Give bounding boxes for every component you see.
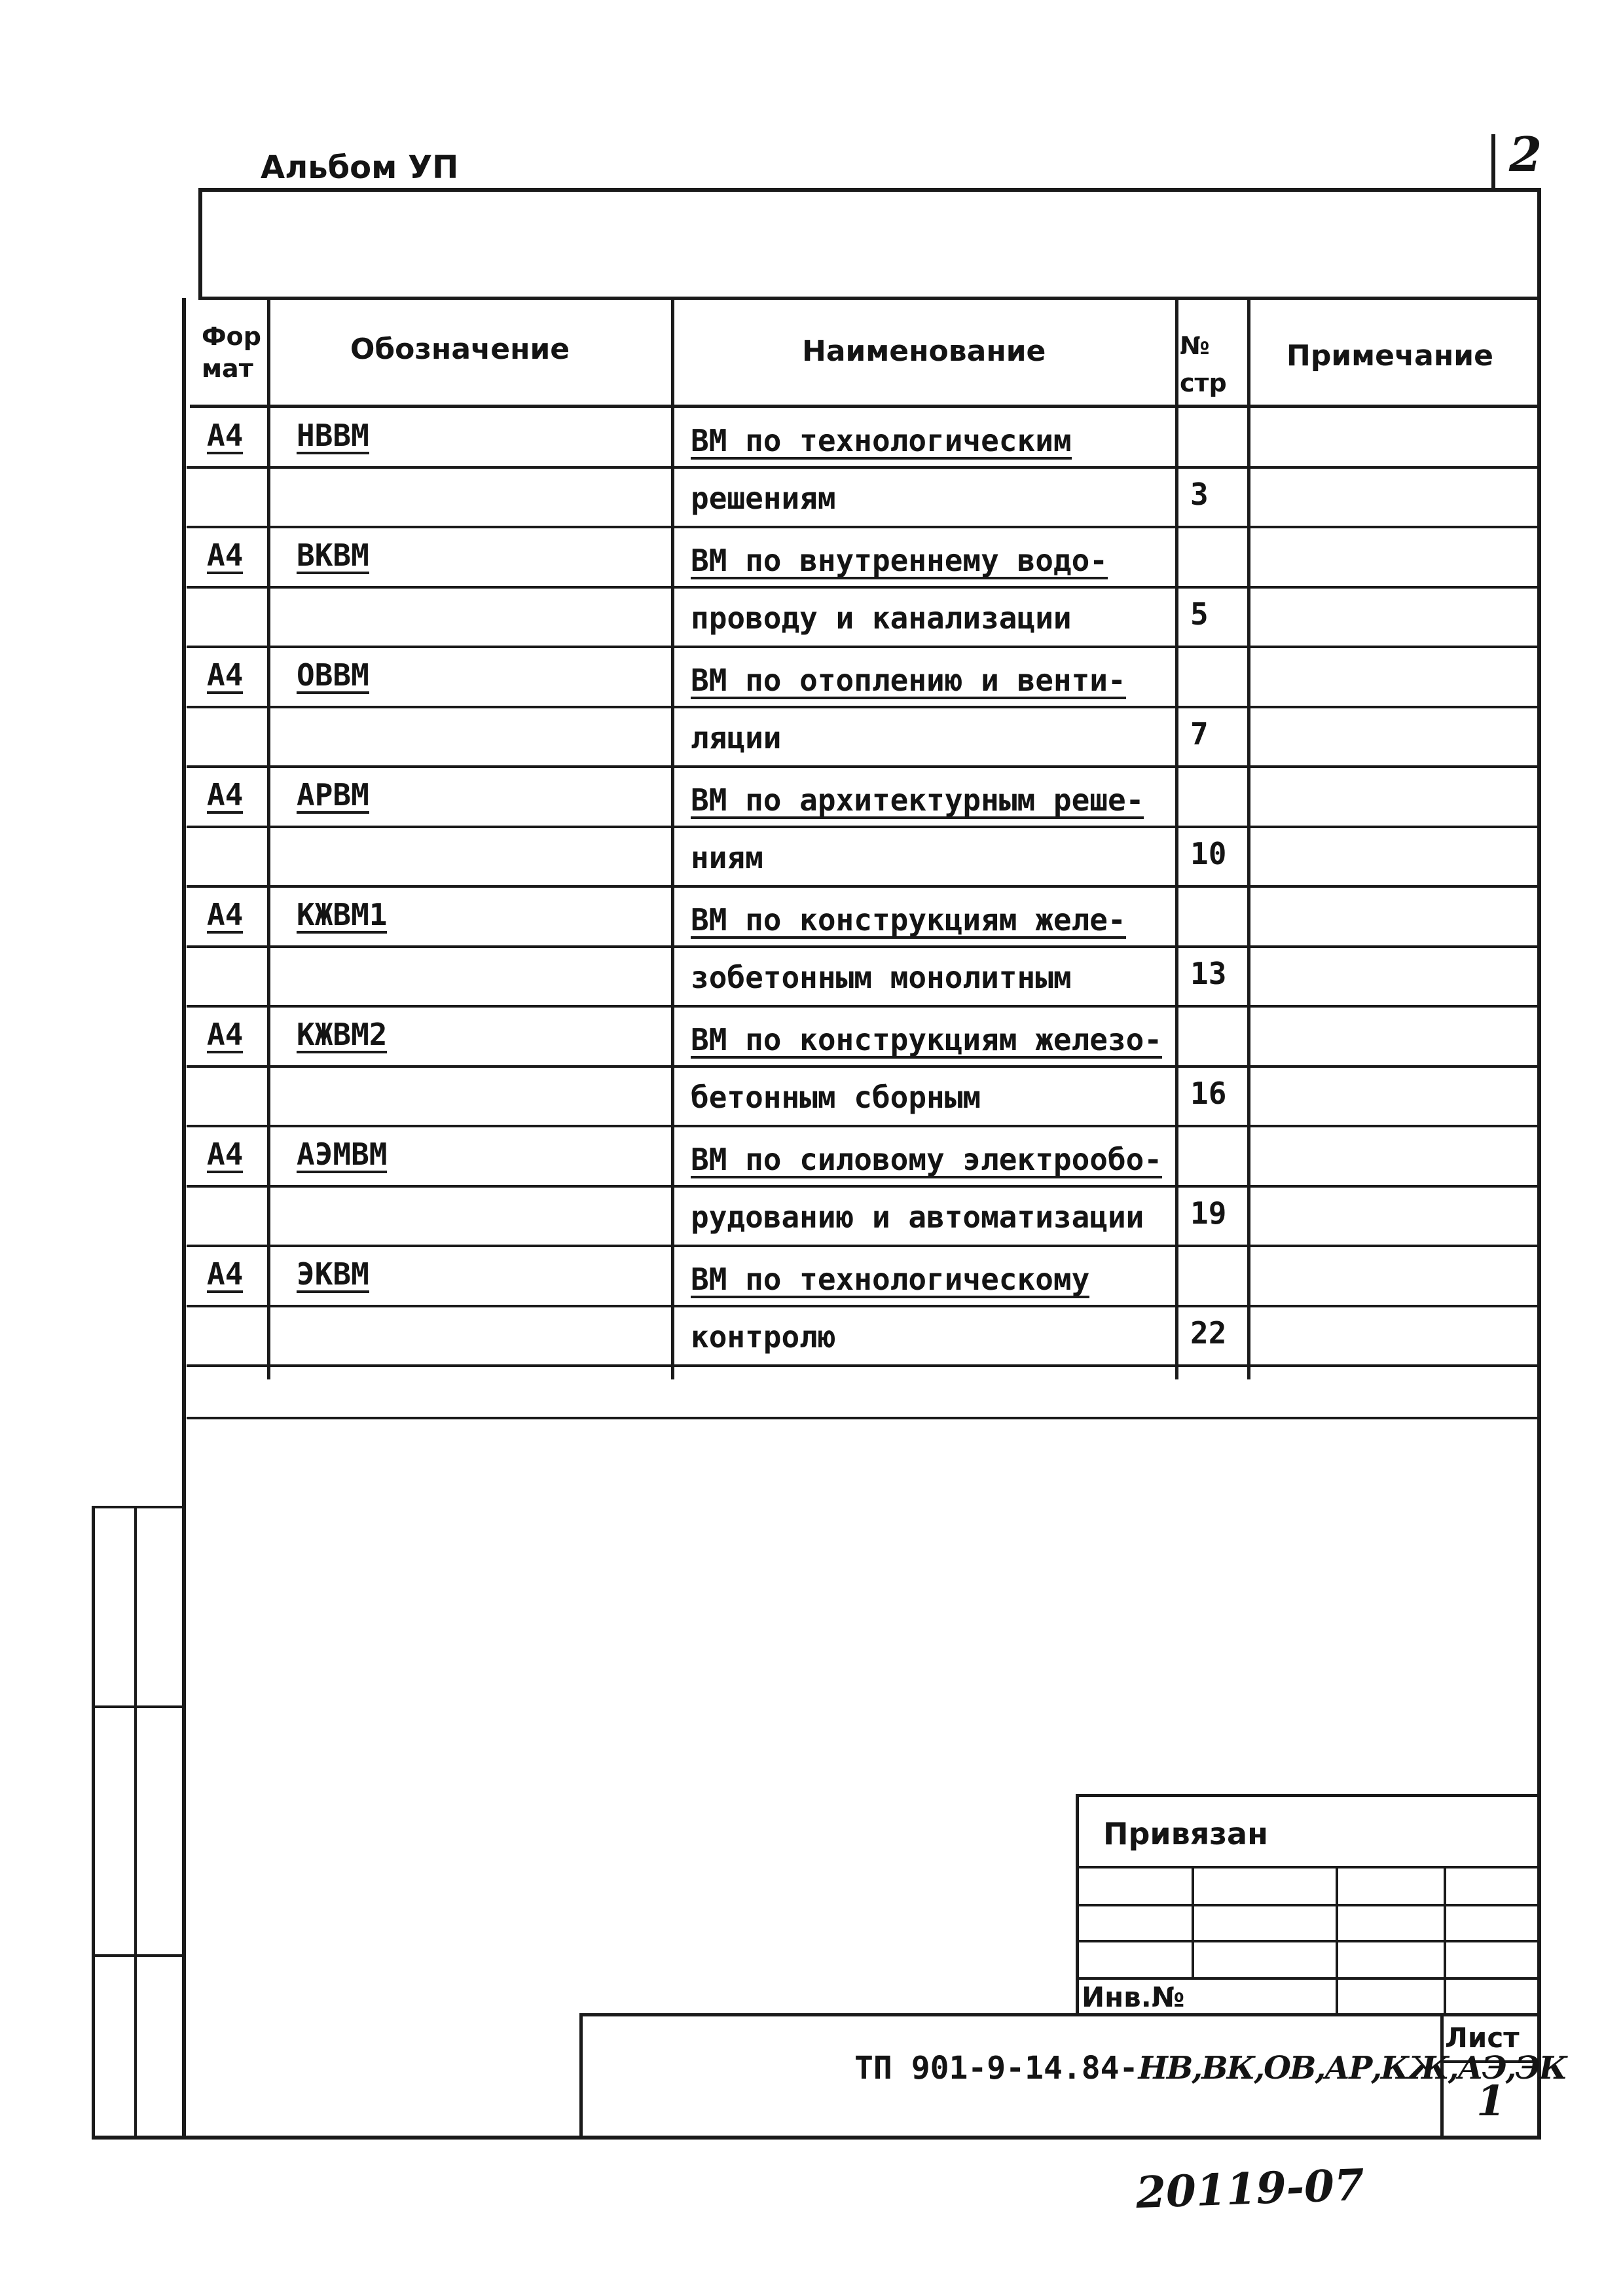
stamp-top — [1076, 1794, 1541, 1797]
table-header-top — [198, 297, 1541, 300]
row-designation: ОВВМ — [297, 657, 369, 693]
stamp-line-1 — [1076, 1866, 1541, 1868]
col-header-note: Примечание — [1286, 339, 1493, 373]
row-name-line1: ВМ по технологическим — [691, 423, 1072, 458]
row-subline — [187, 1185, 1541, 1188]
frame-left-upper — [198, 188, 202, 299]
row-page: 16 — [1190, 1076, 1227, 1111]
frame-top — [198, 188, 1541, 192]
row-name-line2: ляции — [691, 720, 782, 756]
code-block-left — [579, 2013, 583, 2138]
row-name-line2: ниям — [691, 840, 763, 875]
col-header-page: № стр — [1180, 331, 1227, 397]
row-designation: АЭМВМ — [297, 1137, 388, 1172]
col-line-name — [1175, 298, 1178, 1379]
sheet-label: Лист — [1445, 2022, 1520, 2054]
side-strip-outer — [92, 1506, 95, 2136]
row-page: 22 — [1190, 1315, 1227, 1351]
col-header-designation: Обозначение — [350, 333, 570, 366]
bound-label: Привязан — [1103, 1816, 1268, 1851]
row-designation: КЖВМ1 — [297, 897, 388, 932]
table-header-bottom — [190, 405, 1541, 408]
row-page: 19 — [1190, 1195, 1227, 1231]
stamp-col-3 — [1444, 1866, 1446, 2016]
row-name-line2: проводу и канализации — [691, 600, 1072, 636]
row-name-line1: ВМ по отоплению и венти- — [691, 663, 1126, 698]
row-page: 5 — [1190, 596, 1209, 632]
row-line-empty — [187, 1417, 1541, 1419]
row-name-line2: бетонным сборным — [691, 1080, 981, 1115]
row-name-line2: решениям — [691, 481, 836, 516]
row-page: 7 — [1190, 716, 1209, 752]
row-line — [187, 1245, 1541, 1247]
side-strip-mid2 — [92, 1954, 185, 1957]
col-line-format — [267, 298, 270, 1379]
row-subline — [187, 466, 1541, 469]
album-label: Альбом УП — [261, 149, 459, 186]
row-name-line1: ВМ по конструкциям желе- — [691, 902, 1126, 938]
code-handwritten: НВ,ВК,ОВ,АР,КЖ,АЭ,ЭК — [1138, 2050, 1567, 2086]
row-subline — [187, 1065, 1541, 1068]
row-format: А4 — [207, 897, 244, 932]
stamp-line-2 — [1076, 1904, 1541, 1906]
row-page: 13 — [1190, 956, 1227, 991]
code-printed: ТП 901-9-14.84- — [854, 2050, 1139, 2086]
row-format: А4 — [207, 1256, 244, 1292]
row-format: А4 — [207, 418, 244, 453]
row-subline — [187, 706, 1541, 708]
frame-left — [182, 298, 186, 2139]
row-name-line2: рудованию и автоматизации — [691, 1199, 1144, 1235]
side-strip-mid1 — [92, 1705, 185, 1708]
stamp-col-2 — [1336, 1866, 1338, 2016]
frame-bottom — [92, 2136, 1541, 2140]
row-name-line1: ВМ по конструкциям железо- — [691, 1022, 1163, 1057]
inv-label: Инв.№ — [1082, 1981, 1185, 2013]
row-line — [187, 765, 1541, 768]
row-format: А4 — [207, 1137, 244, 1172]
row-name-line1: ВМ по внутреннему водо- — [691, 543, 1108, 578]
side-strip-top — [92, 1506, 185, 1508]
row-name-line1: ВМ по силовому электрообо- — [691, 1142, 1163, 1177]
row-line — [187, 1005, 1541, 1008]
row-format: А4 — [207, 777, 244, 812]
row-designation: КЖВМ2 — [297, 1017, 388, 1052]
row-format: А4 — [207, 657, 244, 693]
sheet-value: 1 — [1476, 2077, 1506, 2126]
row-designation: ВКВМ — [297, 538, 369, 573]
col-line-page — [1247, 298, 1250, 1379]
side-strip-inner — [134, 1506, 137, 2136]
row-subline — [187, 586, 1541, 589]
row-designation: АРВМ — [297, 777, 369, 812]
frame-right — [1537, 188, 1541, 2139]
row-page: 3 — [1190, 477, 1209, 512]
row-subline — [187, 1305, 1541, 1307]
sheet-number: 2 — [1509, 126, 1542, 182]
row-designation: НВВМ — [297, 418, 369, 453]
row-line — [187, 526, 1541, 528]
stamp-line-3 — [1076, 1940, 1541, 1942]
stamp-col-1 — [1192, 1866, 1194, 1979]
stamp-line-4 — [1076, 1977, 1541, 1980]
row-subline — [187, 945, 1541, 948]
handwritten-number: 20119-07 — [1135, 2159, 1366, 2219]
row-format: А4 — [207, 1017, 244, 1052]
row-line — [187, 646, 1541, 648]
col-line-designation — [671, 298, 674, 1379]
document-code — [854, 2052, 1566, 2084]
col-header-name: Наименование — [802, 335, 1046, 368]
row-name-line2: зобетонным монолитным — [691, 960, 1072, 995]
row-name-line1: ВМ по технологическому — [691, 1262, 1090, 1297]
row-designation: ЭКВМ — [297, 1256, 369, 1292]
row-line — [187, 1364, 1541, 1367]
row-line — [187, 1125, 1541, 1127]
code-block-top — [579, 2013, 1541, 2016]
row-page: 10 — [1190, 836, 1227, 871]
sheet-number-divider — [1491, 134, 1495, 188]
row-format: А4 — [207, 538, 244, 573]
row-name-line1: ВМ по архитектурным реше- — [691, 782, 1144, 818]
col-header-format: Формат — [202, 322, 261, 384]
row-subline — [187, 826, 1541, 828]
row-line — [187, 885, 1541, 888]
row-name-line2: контролю — [691, 1319, 836, 1355]
